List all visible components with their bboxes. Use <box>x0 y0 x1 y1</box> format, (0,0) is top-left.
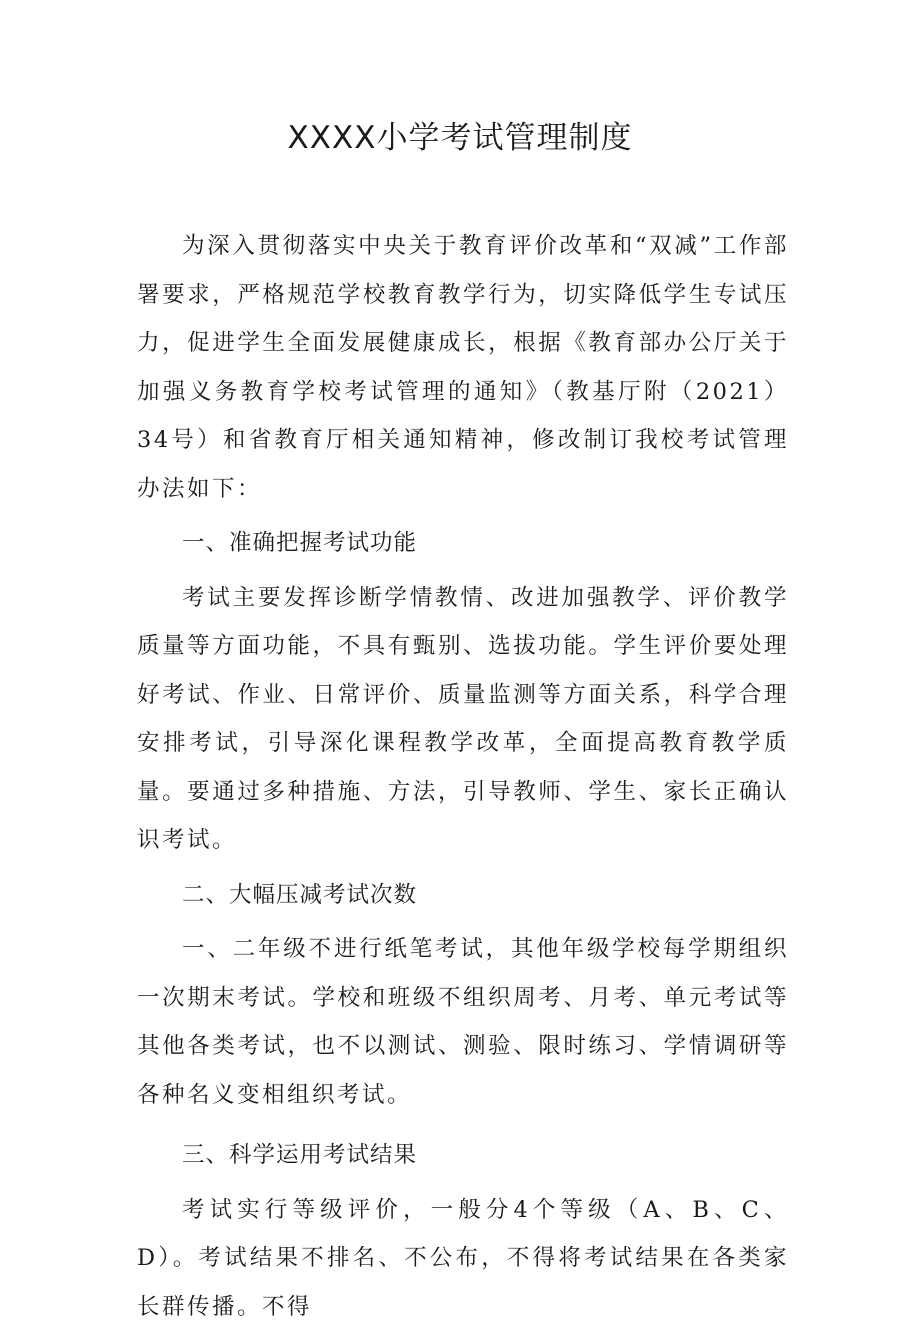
section-heading-1: 一、准确把握考试功能 <box>137 519 789 568</box>
section-heading-3: 三、科学运用考试结果 <box>137 1131 789 1180</box>
document-title: XXXX小学考试管理制度 <box>0 116 920 160</box>
intro-paragraph: 为深入贯彻落实中央关于教育评价改革和“双减”工作部署要求，严格规范学校教育教学行为，切实降低学生专试压力，促进学生全面发展健康成长，根据《教育部办公厅关于加强义务教育学校考试管理的通知》（教基厅附（2021）34号）和省教育厅相关通知精神，修改制订我校考试管理办法如下： <box>137 222 789 513</box>
section-heading-2: 二、大幅压减考试次数 <box>137 871 789 920</box>
document-body <box>137 222 789 1331</box>
section-body-3: 考试实行等级评价，一般分4个等级（A、B、C、D）。考试结果不排名、不公布，不得将考试结果在各类家长群传播。不得 <box>137 1186 789 1331</box>
section-body-2: 一、二年级不进行纸笔考试，其他年级学校每学期组织一次期末考试。学校和班级不组织周考、月考、单元考试等其他各类考试，也不以测试、测验、限时练习、学情调研等各种名义变相组织考试。 <box>137 925 789 1119</box>
section-body-1: 考试主要发挥诊断学情教情、改进加强教学、评价教学质量等方面功能，不具有甄别、选拔功能。学生评价要处理好考试、作业、日常评价、质量监测等方面关系，科学合理安排考试，引导深化课程教学改革，全面提高教育教学质量。要通过多种措施、方法，引导教师、学生、家长正确认识考试。 <box>137 574 789 865</box>
